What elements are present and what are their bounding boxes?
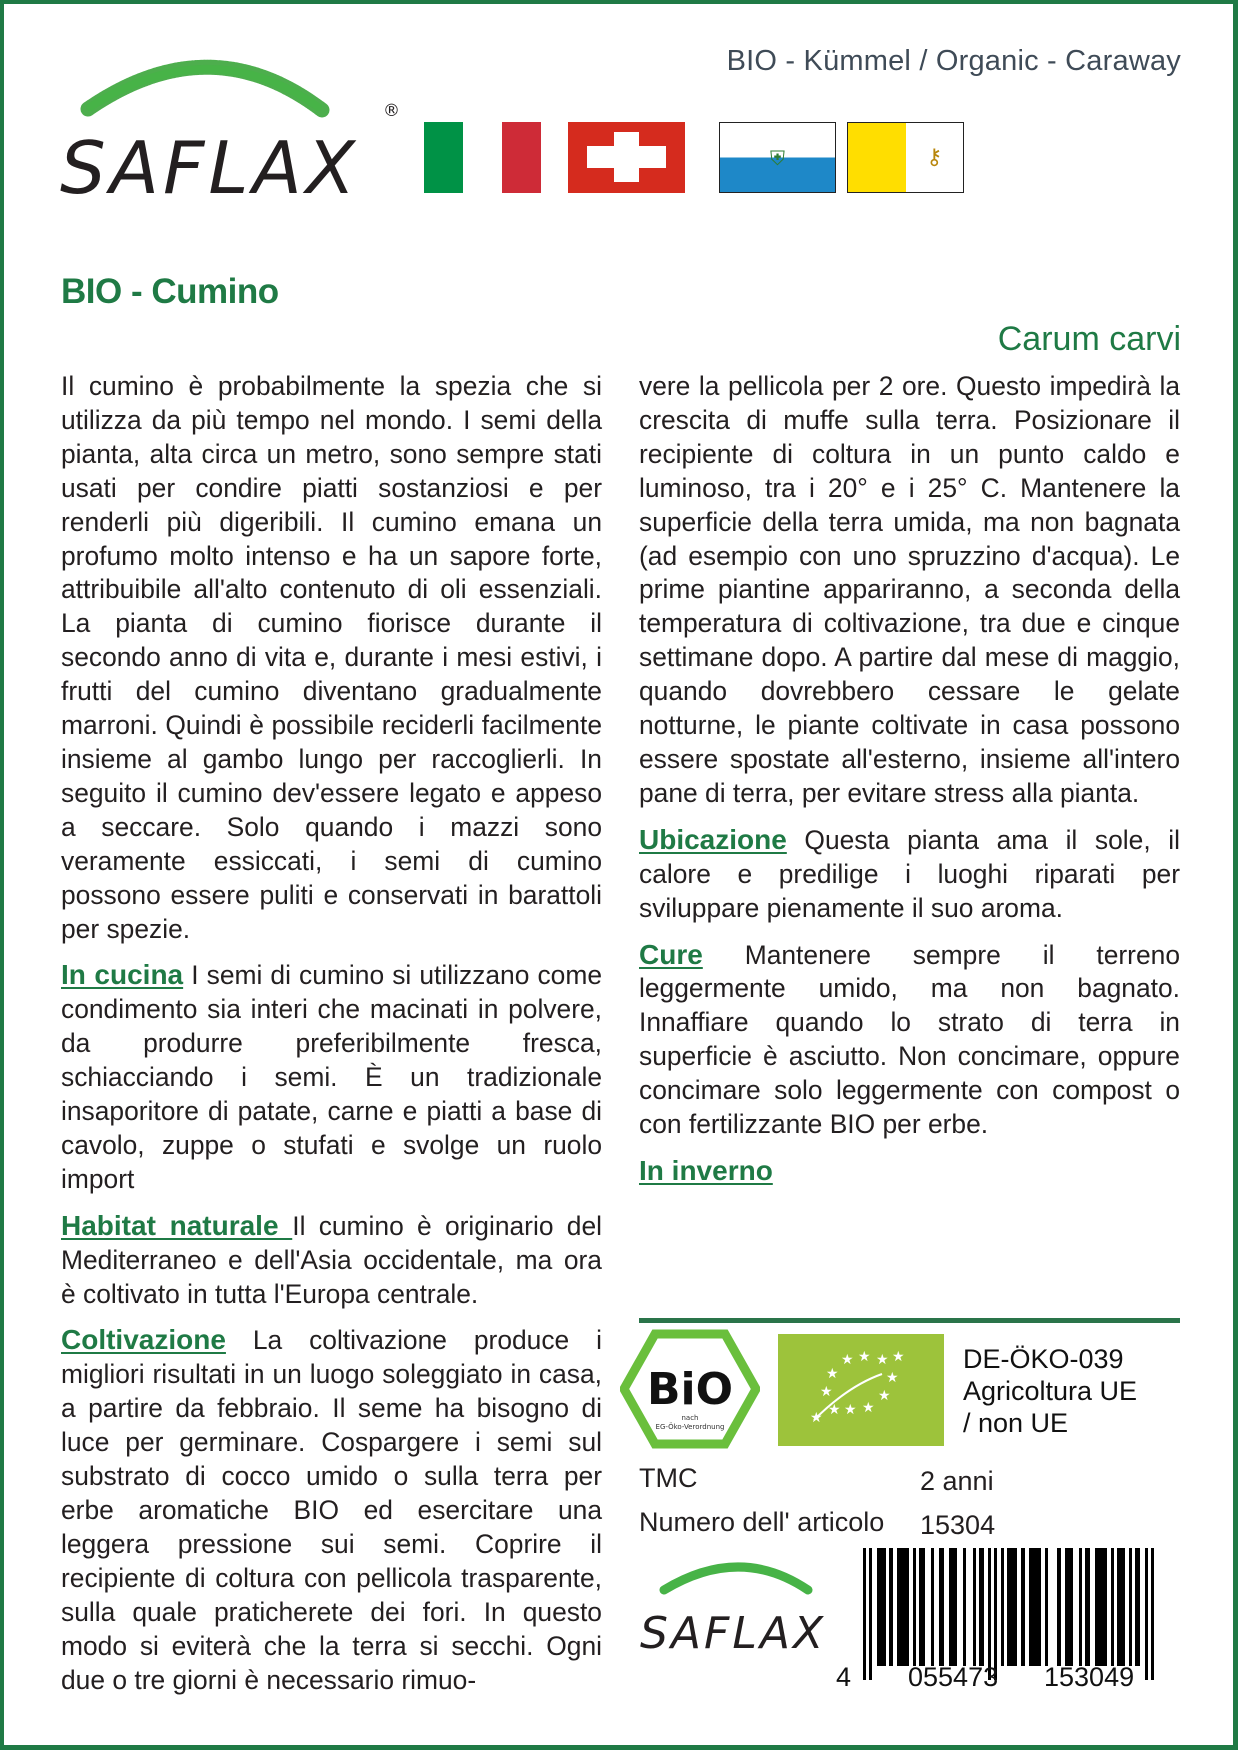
svg-text:SAFLAX: SAFLAX: [60, 126, 360, 205]
origin-line-2: / non UE: [963, 1408, 1069, 1438]
svg-text:BiO: BiO: [646, 1364, 734, 1415]
habitat-section: [61, 1209, 602, 1312]
flag-vatican-icon: ⚷: [847, 122, 964, 193]
saflax-logo: [60, 45, 410, 205]
svg-text:★: ★: [886, 1370, 899, 1386]
care-section: [639, 938, 1180, 1142]
cultivation-heading: Coltivazione: [61, 1324, 226, 1356]
care-heading: Cure: [639, 938, 703, 970]
habitat-heading: Habitat naturale: [61, 1209, 293, 1241]
certification-info: [963, 1343, 1137, 1439]
article-number-value: 15304: [920, 1510, 996, 1540]
cultivation-text: La coltivazione produce i migliori risultati in un luogo soleggiato in casa, a partire da febbraio. Il seme ha bisogno di luce per germinare. Cospargere i semi sul substrato di cocco umido o sulla terra per erbe aromatiche BIO ed esercitare una leggera pressione sui semi. Coprire il recipiente di coltura con pellicola trasparente, sulla quale praticherete dei fori. In questo modo si eviterà che la terra si secchi. Ogni due o tre giorni è necessario rimuo-: [61, 1325, 602, 1695]
barcode-digits-right: 153049: [1044, 1662, 1135, 1692]
flag-switzerland-icon: [568, 122, 685, 193]
kitchen-text: I semi di cumino si utilizzano come condimento sia interi che macinati in polvere, da produrre preferibilmente fresca, schiacciando i semi. È un tradizionale insaporitore di patate, carne e piatti a base di cavolo, zuppe o stufati e svolge un ruolo import: [61, 960, 602, 1194]
divider-line: [639, 1318, 1180, 1323]
cultivation-section: [61, 1323, 602, 1697]
kitchen-heading: In cucina: [61, 959, 184, 991]
svg-text:★: ★: [862, 1400, 875, 1416]
page-header-title: BIO - Kümmel / Organic - Caraway: [726, 45, 1181, 77]
product-title: BIO - Cumino: [61, 272, 279, 311]
svg-text:nach: nach: [681, 1414, 699, 1422]
winter-heading: In inverno: [639, 1154, 773, 1186]
svg-text:★: ★: [858, 1349, 871, 1365]
left-column: [61, 370, 602, 1709]
svg-text:★: ★: [828, 1402, 841, 1418]
article-number-label: Numero dell' articolo: [639, 1507, 885, 1537]
svg-text:★: ★: [844, 1402, 857, 1418]
bio-seal-icon: [620, 1328, 760, 1450]
tmc-label: TMC: [639, 1463, 698, 1493]
tmc-value: 2 anni: [920, 1466, 994, 1496]
location-text: Questa pianta ama il sole, il calore e predilige i luoghi riparati per sviluppare pienamente il suo aroma.: [639, 824, 1180, 923]
barcode: [855, 1548, 1185, 1680]
location-section: [639, 823, 1180, 926]
winter-section: [639, 1154, 1180, 1189]
svg-text:★: ★: [826, 1366, 839, 1382]
kitchen-section: [61, 958, 602, 1196]
svg-text:★: ★: [841, 1352, 854, 1368]
location-heading: Ubicazione: [639, 823, 787, 855]
flag-san-marino-icon: ⛨: [719, 122, 836, 193]
barcode-digits-left: 055473: [908, 1662, 999, 1692]
right-column: [639, 370, 1180, 1201]
svg-text:★: ★: [878, 1388, 891, 1404]
barcode-digit-first: 4: [836, 1662, 852, 1692]
flag-italy-icon: [424, 122, 541, 193]
eu-organic-leaf-icon: [778, 1334, 944, 1446]
origin-line-1: Agricoltura UE: [963, 1376, 1138, 1406]
care-text: Mantenere sempre il terreno leggermente umido, ma non bagnato. Innaffiare quando lo strato di terra in superficie è asciutto. Non concimare, oppure concimare solo leggermente con compost o con fertilizzante BIO per erbe.: [639, 939, 1180, 1140]
svg-text:★: ★: [892, 1349, 905, 1365]
svg-text:★: ★: [810, 1410, 823, 1426]
registered-mark: ®: [383, 101, 400, 121]
saflax-logo-small: [640, 1550, 850, 1660]
cultivation-continued: vere la pellicola per 2 ore. Questo impedirà la crescita di muffe sulla terra. Posizionare il recipiente di coltura in un punto caldo e luminoso, tra i 20° e i 25° C. Mantenere la superficie della terra umida, ma non bagnata (ad esempio con uno spruzzino d'acqua). Le prime piantine appariranno, a seconda della temperatura di coltivazione, tra due e cinque settimane dopo. A partire dal mese di maggio, quando dovrebbero cessare le gelate notturne, le piante coltivate in casa possono essere spostate all'esterno, insieme all'intero pane di terra, per evitare stress alla pianta.: [639, 371, 1180, 808]
habitat-text: Il cumino è originario del Mediterraneo e dell'Asia occidentale, ma ora è coltivato in tutta l'Europa centrale.: [61, 1210, 602, 1309]
svg-text:EG-Öko-Verordnung: EG-Öko-Verordnung: [655, 1423, 725, 1431]
svg-text:SAFLAX: SAFLAX: [640, 1608, 827, 1659]
control-code: DE-ÖKO-039: [963, 1344, 1124, 1374]
svg-text:★: ★: [820, 1384, 833, 1400]
latin-name: Carum carvi: [997, 320, 1181, 358]
intro-paragraph: Il cumino è probabilmente la spezia che si utilizza da più tempo nel mondo. I semi della pianta, alta circa un metro, sono sempre stati usati per condire piatti sostanziosi e per renderli più digeribili. Il cumino emana un profumo molto intenso e ha un sapore forte, attribuibile all'alto contenuto di oli essenziali. La pianta di cumino fiorisce durante il secondo anno di vita e, durante i mesi estivi, i frutti del cumino diventano gradualmente marroni. Quindi è possibile reciderli facilmente insieme al gambo lungo per raccoglierli. In seguito il cumino dev'essere legato e appeso a seccare. Solo quando i mazzi sono veramente essiccati, i semi di cumino possono essere puliti e conservati in barattoli per spezie.: [61, 371, 602, 944]
svg-text:★: ★: [876, 1352, 889, 1368]
